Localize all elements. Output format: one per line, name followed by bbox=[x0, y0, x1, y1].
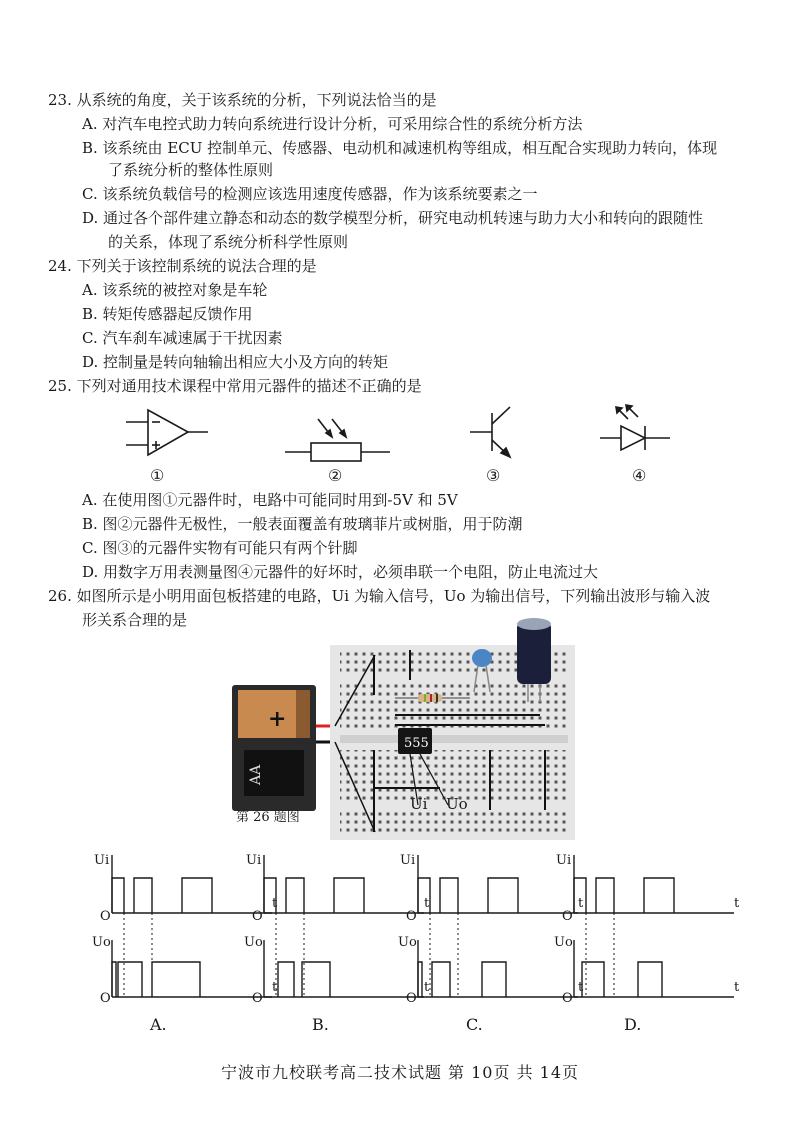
ui-axis-label: Ui bbox=[246, 853, 262, 868]
ui-axis-label: Ui bbox=[400, 853, 416, 868]
q26-stem-cont: 形关系合理的是 bbox=[82, 611, 188, 629]
q24-option-d: D. 控制量是转向轴输出相应大小及方向的转矩 bbox=[82, 353, 389, 371]
waveform-panel bbox=[418, 855, 578, 997]
t-axis-label: t bbox=[424, 896, 430, 911]
breadboard-figure bbox=[0, 610, 800, 840]
option-label-c: C. bbox=[466, 1015, 483, 1034]
q25-option-b: B. 图②元器件无极性，一般表面覆盖有玻璃菲片或树脂，用于防潮 bbox=[82, 515, 523, 533]
t-axis-label: t bbox=[424, 980, 430, 995]
battery bbox=[232, 685, 335, 811]
uo-axis-label: Uo bbox=[92, 935, 111, 950]
t-axis-label: t bbox=[578, 980, 584, 995]
q23-stem: 23. 从系统的角度，关于该系统的分析，下列说法恰当的是 bbox=[48, 91, 437, 109]
waveform-panel bbox=[574, 855, 734, 997]
t-axis-label: t bbox=[272, 980, 278, 995]
figure-caption: 第 26 题图 bbox=[236, 810, 300, 825]
photoresistor-symbol bbox=[285, 419, 390, 461]
uo-pin-label: Uo bbox=[446, 795, 468, 813]
waveform-panel bbox=[112, 855, 272, 997]
waveform-options bbox=[0, 850, 800, 1010]
q23-option-c: C. 该系统负载信号的检测应该选用速度传感器，作为该系统要素之一 bbox=[82, 185, 538, 203]
origin-label: O bbox=[562, 909, 573, 924]
t-axis-label: t bbox=[734, 980, 740, 995]
q25-option-c: C. 图③的元器件实物有可能只有两个针脚 bbox=[82, 539, 358, 557]
origin-label: O bbox=[562, 991, 573, 1006]
symbol-label-4: ④ bbox=[632, 466, 647, 485]
symbol-label-1: ① bbox=[150, 466, 165, 485]
symbol-label-2: ② bbox=[328, 466, 343, 485]
uo-axis-label: Uo bbox=[554, 935, 573, 950]
q23-option-a: A. 对汽车电控式助力转向系统进行设计分析，可采用综合性的系统分析方法 bbox=[82, 115, 583, 133]
q23-option-d: D. 通过各个部件建立静态和动态的数学模型分析，研究电动机转速与助力大小和转向的跟随性 bbox=[82, 209, 704, 227]
ui-axis-label: Ui bbox=[556, 853, 572, 868]
q23-option-b-cont: 了系统分析的整体性原则 bbox=[108, 161, 274, 179]
origin-label: O bbox=[100, 991, 111, 1006]
origin-label: O bbox=[252, 991, 263, 1006]
ui-pin-label: Ui bbox=[410, 795, 428, 813]
t-axis-label: t bbox=[272, 896, 278, 911]
origin-label: O bbox=[100, 909, 111, 924]
t-axis-label: t bbox=[578, 896, 584, 911]
q24-stem: 24. 下列关于该控制系统的说法合理的是 bbox=[48, 257, 317, 275]
q25-stem: 25. 下列对通用技术课程中常用元器件的描述不正确的是 bbox=[48, 377, 422, 395]
ui-axis-label: Ui bbox=[94, 853, 110, 868]
op-amp-symbol bbox=[126, 410, 208, 455]
chip-label: 555 bbox=[404, 736, 429, 751]
origin-label: O bbox=[252, 909, 263, 924]
q24-option-a: A. 该系统的被控对象是车轮 bbox=[82, 281, 268, 299]
q26-stem: 26. 如图所示是小明用面包板搭建的电路，Ui 为输入信号，Uo 为输出信号，下列输出波形与输入波 bbox=[48, 587, 711, 605]
q23-option-d-cont: 的关系，体现了系统分析科学性原则 bbox=[108, 233, 349, 251]
uo-axis-label: Uo bbox=[244, 935, 263, 950]
symbol-label-3: ③ bbox=[486, 466, 501, 485]
option-label-b: B. bbox=[312, 1015, 329, 1034]
q23-option-b: B. 该系统由 ECU 控制单元、传感器、电动机和减速机构等组成，相互配合实现助力转向，体现 bbox=[82, 139, 718, 157]
transistor-symbol bbox=[470, 407, 510, 457]
battery-aa-label: AA bbox=[248, 764, 264, 785]
origin-label: O bbox=[406, 909, 417, 924]
q25-option-a: A. 在使用图①元器件时，电路中可能同时用到-5V 和 5V bbox=[82, 491, 458, 509]
waveform-panel bbox=[264, 855, 424, 997]
page-footer: 宁波市九校联考高二技术试题 第 10页 共 14页 bbox=[220, 1063, 580, 1082]
battery-plus: + bbox=[268, 706, 287, 732]
q25-option-d: D. 用数字万用表测量图④元器件的好坏时，必须串联一个电阻，防止电流过大 bbox=[82, 563, 599, 581]
option-label-d: D. bbox=[624, 1015, 642, 1034]
q24-option-c: C. 汽车刹车减速属于干扰因素 bbox=[82, 329, 283, 347]
uo-axis-label: Uo bbox=[398, 935, 417, 950]
option-label-a: A. bbox=[150, 1015, 167, 1034]
origin-label: O bbox=[406, 991, 417, 1006]
t-axis-label: t bbox=[734, 896, 740, 911]
led-symbol bbox=[600, 405, 670, 450]
component-symbols bbox=[0, 395, 800, 475]
q24-option-b: B. 转矩传感器起反馈作用 bbox=[82, 305, 253, 323]
